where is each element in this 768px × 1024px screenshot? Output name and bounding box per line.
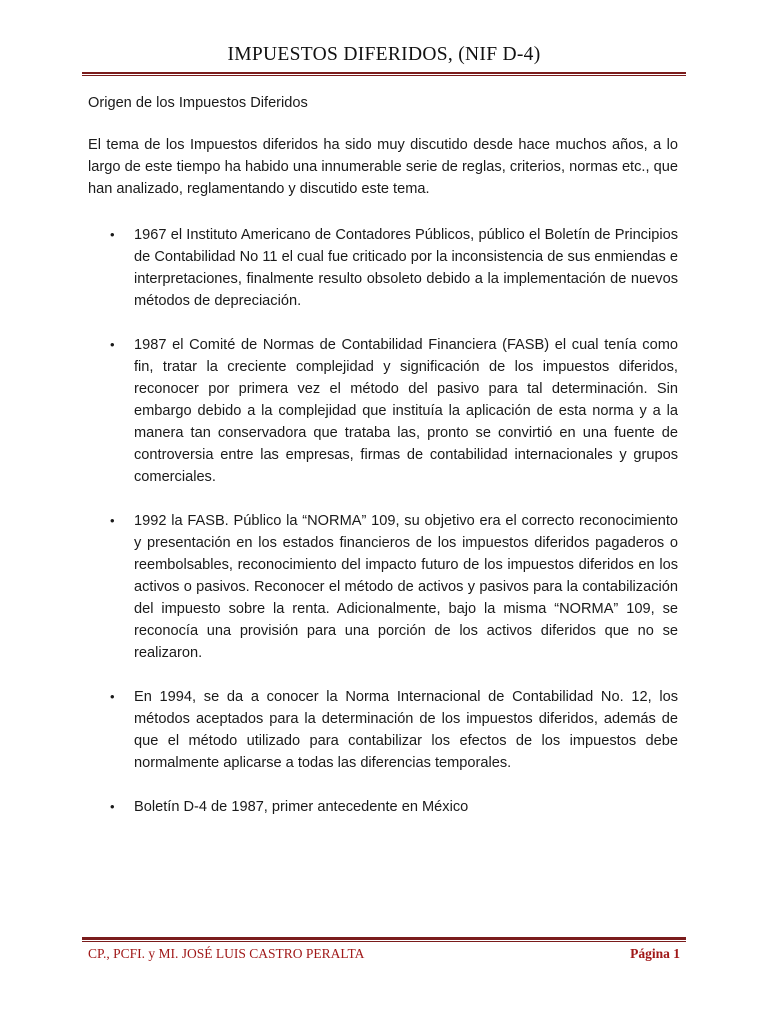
- bullet-icon: •: [110, 799, 115, 814]
- list-item-text: Boletín D-4 de 1987, primer antecedente en México: [134, 799, 469, 815]
- list-item-text: En 1994, se da a conocer la Norma Internacional de Contabilidad No. 12, los métodos aceptados para la determinación de los impuestos diferidos, además de que el método utilizado para contabilizar los efectos de los impuestos debe normalmente aplicarse a todas las diferencias temporales.: [134, 689, 678, 771]
- bullet-icon: •: [110, 513, 115, 528]
- footer-page-number: Página 1: [630, 946, 680, 961]
- list-item: [88, 796, 678, 818]
- section-subtitle: Origen de los Impuestos Diferidos: [88, 95, 308, 111]
- header-rule: [82, 72, 686, 74]
- list-item: [88, 224, 678, 312]
- list-item-text: 1967 el Instituto Americano de Contadores Públicos, público el Boletín de Principios de Contabilidad No 11 el cual fue criticado por la inconsistencia de sus enmiendas e interpretaciones, finalmente resulto obsoleto debido a la implementación de nuevos métodos de depreciación.: [134, 227, 678, 309]
- list-item: [88, 334, 678, 488]
- header-rule-thin: [82, 75, 686, 76]
- list-item: [88, 686, 678, 774]
- history-list: [88, 224, 678, 818]
- intro-paragraph: El tema de los Impuestos diferidos ha sido muy discutido desde hace muchos años, a lo largo de este tiempo ha habido una innumerable serie de reglas, criterios, normas etc., que han analizado, reglamentando y discutido este tema.: [88, 137, 678, 197]
- bullet-icon: •: [110, 689, 115, 704]
- footer-author: CP., PCFI. y MI. JOSÉ LUIS CASTRO PERALTA: [88, 946, 365, 961]
- list-item: [88, 510, 678, 664]
- list-item-text: 1987 el Comité de Normas de Contabilidad Financiera (FASB) el cual tenía como fin, tratar la creciente complejidad y significación de los impuestos diferidos, reconocer por primera vez el método del pasivo para tal determinación. Sin embargo debido a la complejidad que instituía la aplicación de esta norma y a la manera tan conservadora que trataba las, pronto se convirtió en una fuente de controversia entre las empresas, firmas de contabilidad internacionales y grupos comerciales.: [134, 337, 678, 485]
- page-header-title: IMPUESTOS DIFERIDOS, (NIF D-4): [227, 44, 541, 65]
- bullet-icon: •: [110, 227, 115, 242]
- footer-rule: [82, 937, 686, 940]
- bullet-icon: •: [110, 337, 115, 352]
- footer-rule-thin: [82, 941, 686, 942]
- list-item-text: 1992 la FASB. Público la “NORMA” 109, su objetivo era el correcto reconocimiento y presentación en los estados financieros de los impuestos diferidos pagaderos o reembolsables, reconocimiento del impacto futuro de los impuestos diferidos en los activos o pasivos. Reconocer el método de activos y pasivos para la contabilización del impuesto sobre la renta. Adicionalmente, bajo la misma “NORMA” 109, se reconocía una provisión para una porción de los activos diferidos que no se realizaron.: [134, 513, 678, 661]
- document-body: [88, 92, 678, 840]
